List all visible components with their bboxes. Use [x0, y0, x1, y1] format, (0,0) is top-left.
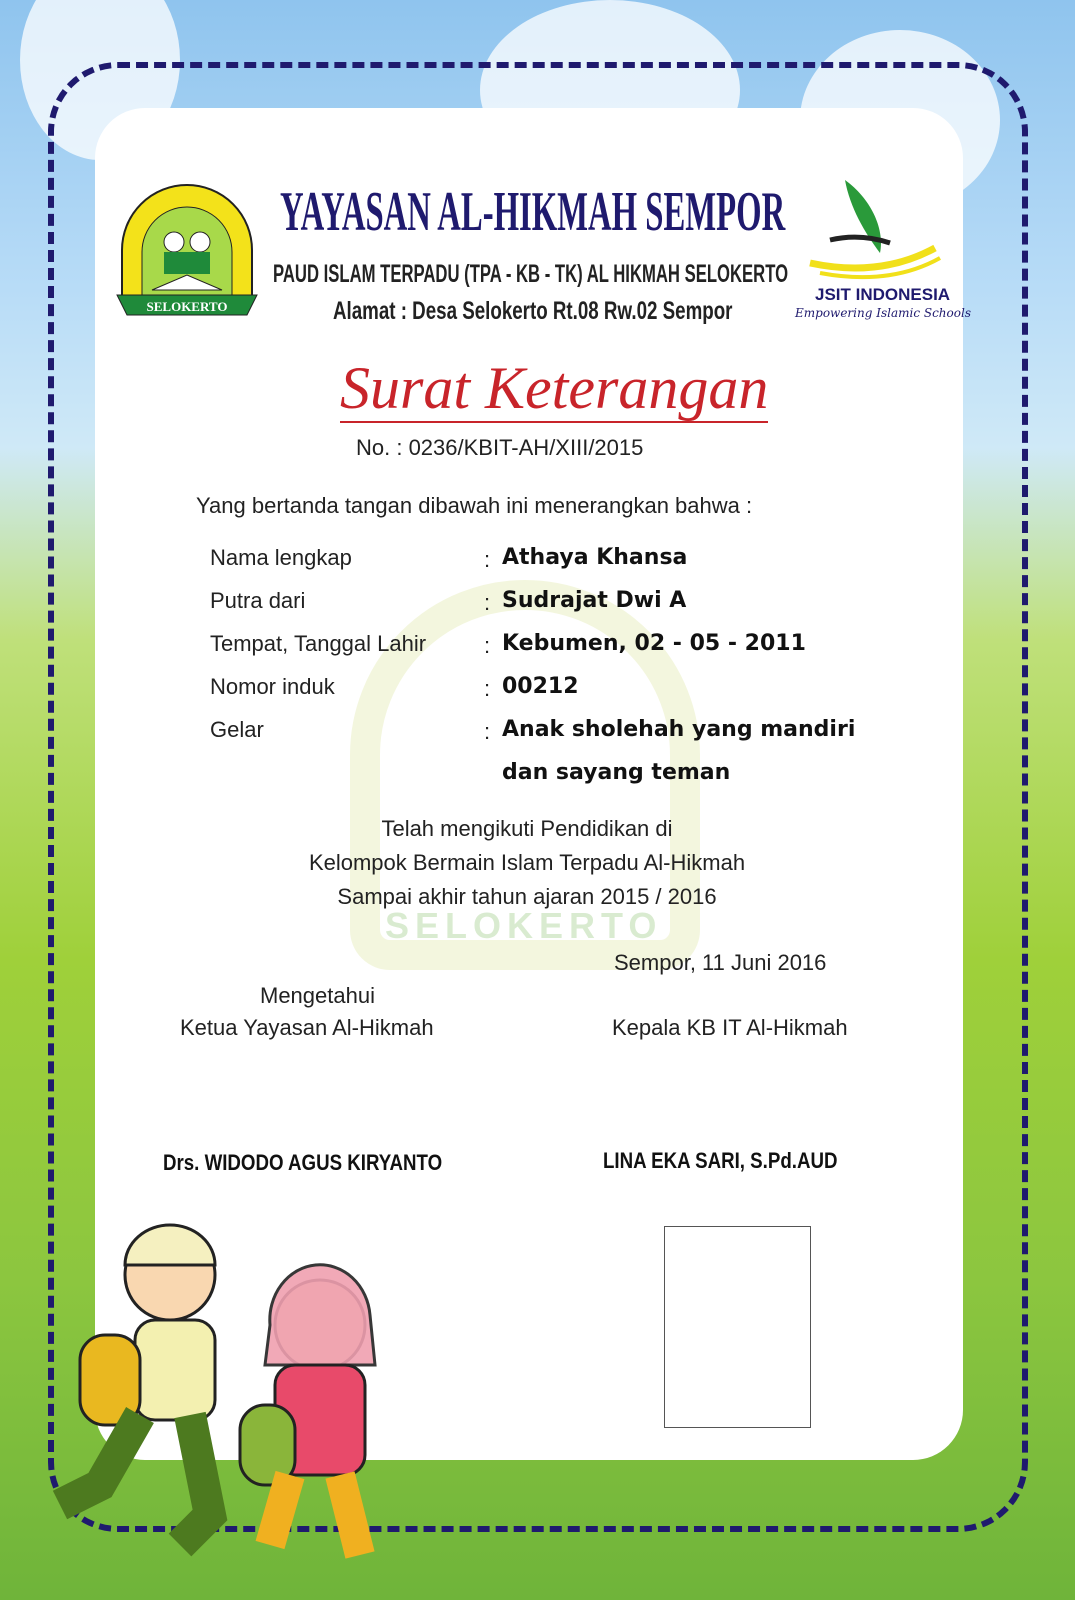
body-line: Sampai akhir tahun ajaran 2015 / 2016: [337, 884, 717, 909]
field-colon: :: [484, 547, 491, 572]
field-colon: :: [484, 719, 491, 744]
place-date: Sempor, 11 Juni 2016: [614, 950, 827, 975]
field-value: Kebumen, 02 - 05 - 2011: [502, 631, 806, 656]
photo-placeholder: [664, 1226, 811, 1428]
jsit-logo: [805, 178, 945, 288]
jsit-name: JSIT INDONESIA: [815, 285, 951, 304]
field-value: 00212: [502, 674, 579, 699]
field-colon: :: [484, 676, 491, 701]
field-value-continued: dan sayang teman: [502, 760, 731, 785]
left-sig-line1: Mengetahui: [260, 983, 375, 1008]
field-label: Putra dari: [210, 588, 306, 613]
school-logo: [112, 180, 262, 325]
svg-text:SELOKERTO: SELOKERTO: [146, 299, 228, 314]
school-subtitle: PAUD ISLAM TERPADU (TPA - KB - TK) AL HIKMAH SELOKERTO: [273, 260, 789, 288]
field-colon: :: [484, 590, 491, 615]
field-value: Athaya Khansa: [502, 545, 688, 570]
field-label: Nomor induk: [210, 674, 335, 699]
watermark-text: SELOKERTO: [385, 905, 663, 946]
left-signatory-name: Drs. WIDODO AGUS KIRYANTO: [163, 1150, 443, 1175]
right-signatory-name: LINA EKA SARI, S.Pd.AUD: [603, 1148, 838, 1173]
body-line: Kelompok Bermain Islam Terpadu Al-Hikmah: [308, 850, 746, 875]
field-value: Anak sholehah yang mandiri: [502, 717, 856, 742]
children-illustration: [40, 1215, 420, 1600]
field-colon: :: [484, 633, 491, 658]
jsit-tagline: Empowering Islamic Schools: [795, 306, 971, 320]
field-label: Gelar: [210, 717, 264, 742]
right-sig-title: Kepala KB IT Al-Hikmah: [612, 1015, 848, 1040]
field-label: Nama lengkap: [210, 545, 352, 570]
school-address: Alamat : Desa Selokerto Rt.08 Rw.02 Sempor: [333, 297, 733, 325]
left-sig-title: Ketua Yayasan Al-Hikmah: [180, 1015, 434, 1040]
foundation-title: YAYASAN AL-HIKMAH SEMPOR: [280, 181, 786, 243]
body-line: Telah mengikuti Pendidikan di: [381, 816, 673, 841]
document-heading: Surat Keterangan: [340, 355, 769, 421]
field-value: Sudrajat Dwi A: [502, 588, 687, 613]
document-number: No. : 0236/KBIT-AH/XIII/2015: [356, 435, 644, 460]
field-label: Tempat, Tanggal Lahir: [210, 631, 427, 656]
intro-text: Yang bertanda tangan dibawah ini menerangkan bahwa :: [196, 493, 753, 518]
